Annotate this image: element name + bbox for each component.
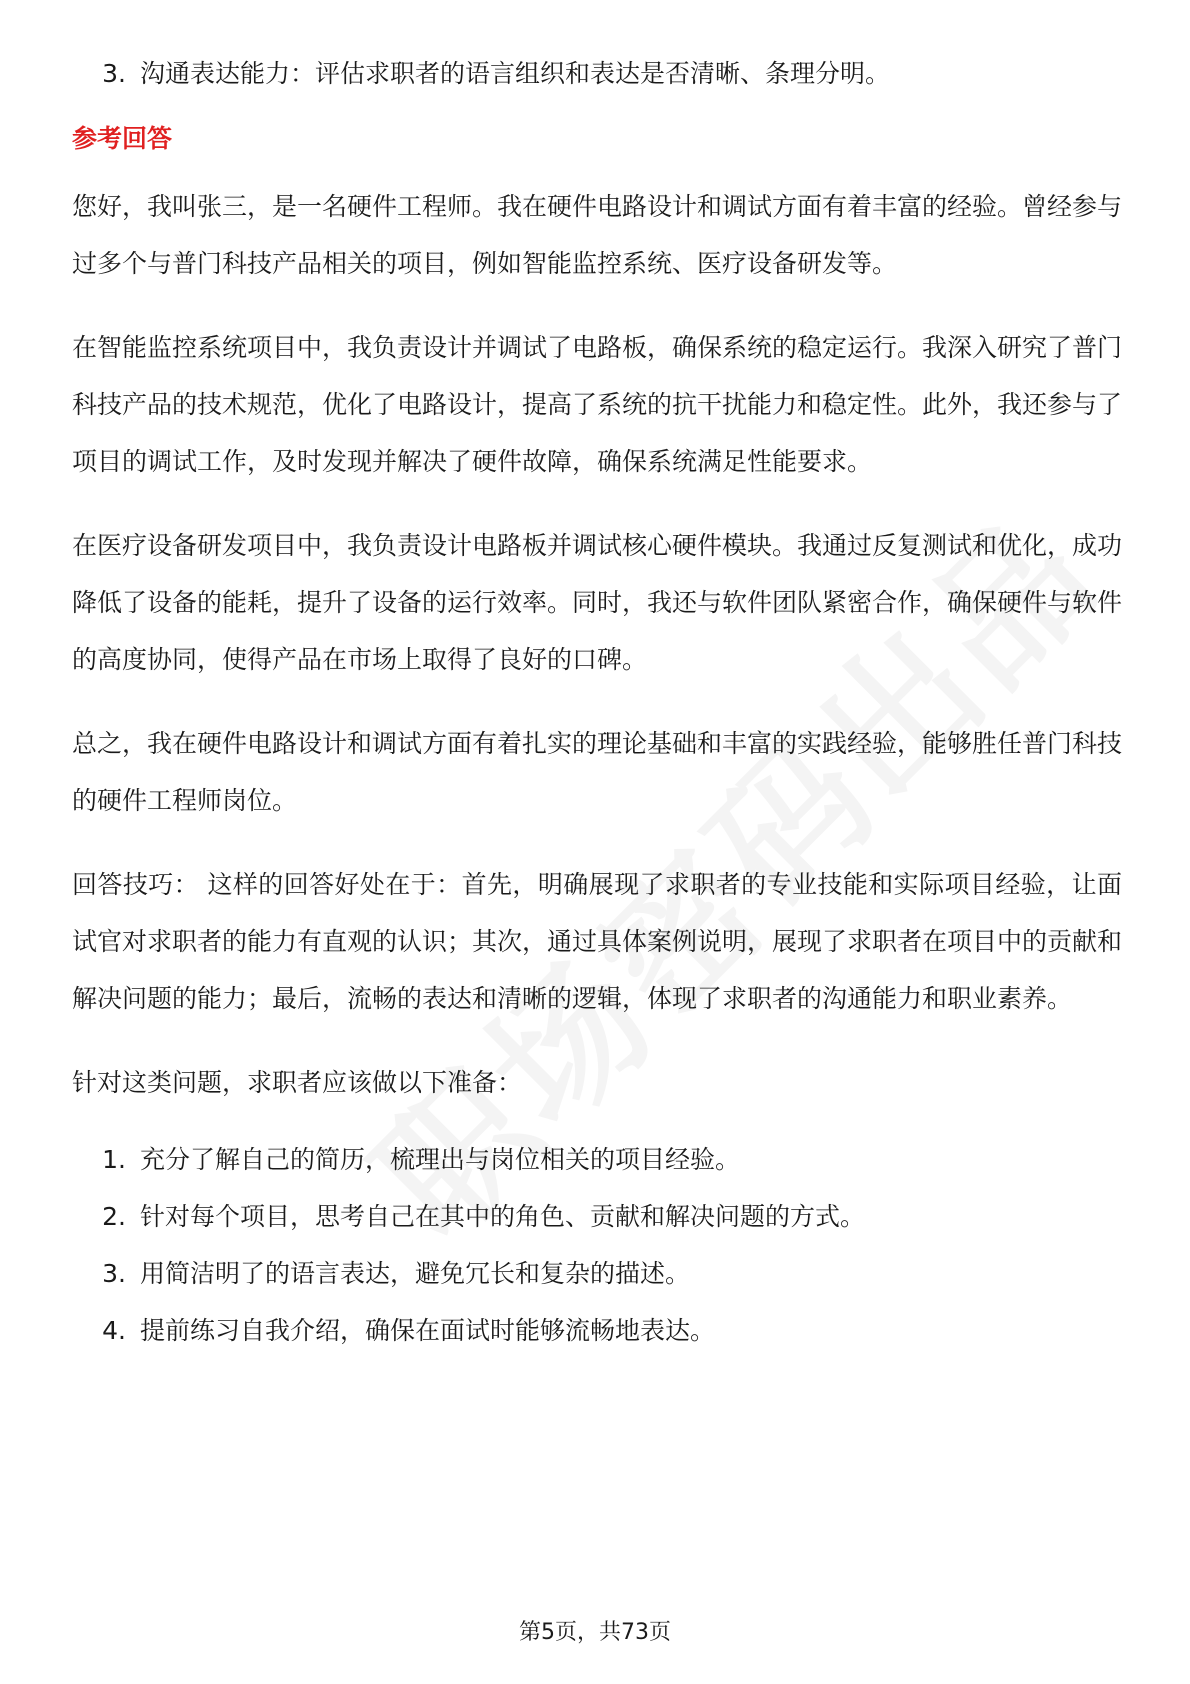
list-text: 针对每个项目，思考自己在其中的角色、贡献和解决问题的方式。 — [140, 1202, 866, 1231]
paragraph-summary: 总之，我在硬件电路设计和调试方面有着扎实的理论基础和丰富的实践经验，能够胜任普门科技的硬件工程师岗位。 — [72, 729, 1123, 815]
paragraph-preparation-intro: 针对这类问题，求职者应该做以下准备： — [72, 1068, 523, 1097]
list-item — [72, 1188, 1122, 1245]
list-text: 沟通表达能力：评估求职者的语言组织和表达是否清晰、条理分明。 — [140, 59, 891, 88]
list-item — [72, 46, 1122, 102]
list-number: 3. — [102, 1259, 126, 1288]
list-number: 1. — [102, 1145, 126, 1174]
list-item — [72, 1245, 1122, 1302]
section-heading: 参考回答 — [72, 124, 173, 153]
list-number: 4. — [102, 1316, 126, 1345]
list-text: 提前练习自我介绍，确保在面试时能够流畅地表达。 — [140, 1316, 716, 1345]
page-content — [72, 46, 1122, 1359]
list-number: 2. — [102, 1202, 126, 1231]
list-number: 3. — [102, 59, 126, 88]
preparation-list — [72, 1131, 1122, 1359]
list-text: 用简洁明了的语言表达，避免冗长和复杂的描述。 — [140, 1259, 691, 1288]
paragraph-intro: 您好，我叫张三，是一名硬件工程师。我在硬件电路设计和调试方面有着丰富的经验。曾经参与过多个与普门科技产品相关的项目，例如智能监控系统、医疗设备研发等。 — [72, 192, 1123, 278]
page-footer: 第5页，共73页 — [519, 1620, 671, 1645]
paragraph-monitoring-project: 在智能监控系统项目中，我负责设计并调试了电路板，确保系统的稳定运行。我深入研究了普门科技产品的技术规范，优化了电路设计，提高了系统的抗干扰能力和稳定性。此外，我还参与了项目的调试工作，及时发现并解决了硬件故障，确保系统满足性能要求。 — [72, 333, 1123, 476]
list-item — [72, 1302, 1122, 1359]
paragraph-medical-project: 在医疗设备研发项目中，我负责设计电路板并调试核心硬件模块。我通过反复测试和优化，成功降低了设备的能耗，提升了设备的运行效率。同时，我还与软件团队紧密合作，确保硬件与软件的高度协同，使得产品在市场上取得了良好的口碑。 — [72, 531, 1123, 674]
list-text: 充分了解自己的简历，梳理出与岗位相关的项目经验。 — [140, 1145, 741, 1174]
paragraph-answer-tips: 回答技巧： 这样的回答好处在于：首先，明确展现了求职者的专业技能和实际项目经验，让面试官对求职者的能力有直观的认识；其次，通过具体案例说明，展现了求职者在项目中的贡献和解决问题的能力；最后，流畅的表达和清晰的逻辑，体现了求职者的沟通能力和职业素养。 — [72, 870, 1123, 1013]
list-item — [72, 1131, 1122, 1188]
